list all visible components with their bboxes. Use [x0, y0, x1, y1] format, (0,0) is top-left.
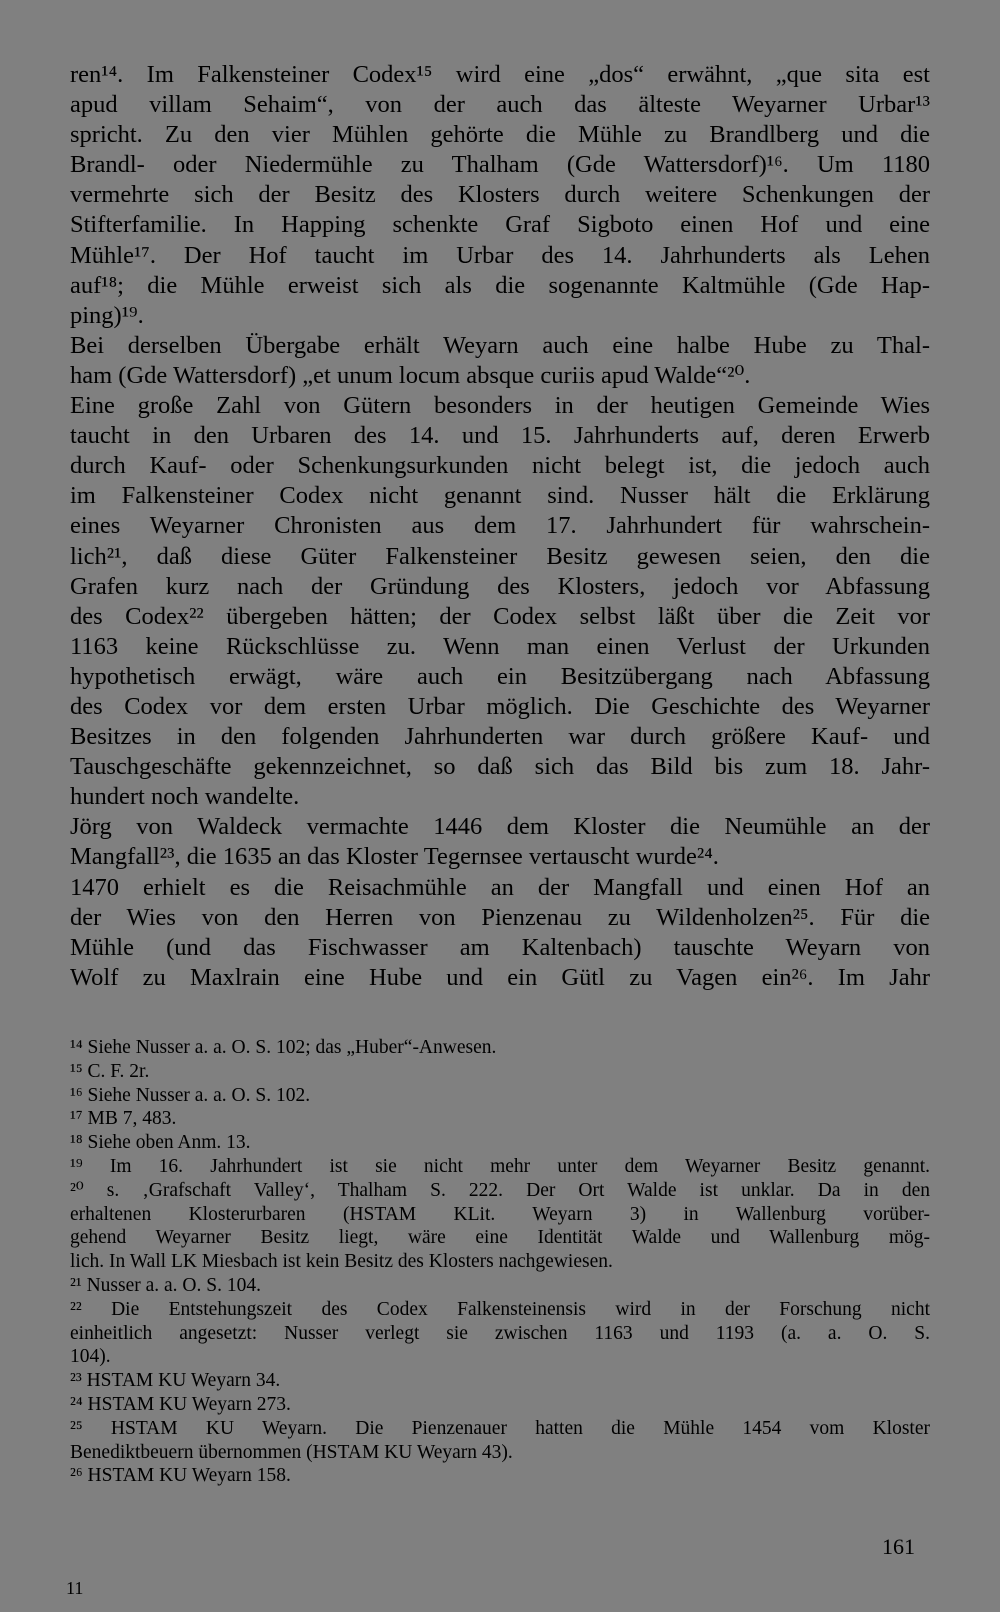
text-line: im Falkensteiner Codex nicht genannt sind. Nusser hält die Erklärung	[70, 482, 930, 510]
text-line: der Wies von den Herren von Pienzenau zu Wildenholzen²⁵. Für die	[70, 903, 930, 931]
main-text	[70, 60, 930, 993]
footnote-line: ²⁴ HSTAM KU Weyarn 273.	[70, 1393, 291, 1415]
text-line: Wolf zu Maxlrain eine Hube und ein Gütl zu Vagen ein²⁶. Im Jahr	[70, 963, 930, 991]
footnote-line: ²⁰ s. ‚Grafschaft Valley‘, Thalham S. 222. Der Ort Walde ist unklar. Da in den	[70, 1179, 930, 1201]
text-line: hypothetisch erwägt, wäre auch ein Besitzübergang nach Abfassung	[70, 662, 930, 690]
text-line: ham (Gde Wattersdorf) „et unum locum absque curiis apud Walde“²⁰.	[70, 361, 751, 389]
text-line: ren¹⁴. Im Falkensteiner Codex¹⁵ wird eine „dos“ erwähnt, „que sita est	[70, 61, 930, 88]
footnote-line: ²³ HSTAM KU Weyarn 34.	[70, 1370, 281, 1392]
text-line: lich²¹, daß diese Güter Falkensteiner Besitz gewesen seien, den die	[70, 542, 930, 570]
text-line: ping)¹⁹.	[70, 301, 144, 329]
footnote-line: ¹⁵ C. F. 2r.	[70, 1060, 150, 1082]
text-line: Grafen kurz nach der Gründung des Klosters, jedoch vor Abfassung	[70, 572, 930, 600]
page-number: 161	[882, 1534, 915, 1559]
footnote-line: ²¹ Nusser a. a. O. S. 104.	[70, 1274, 261, 1296]
text-line: des Codex²² übergeben hätten; der Codex selbst läßt über die Zeit vor	[70, 602, 930, 630]
footnote-line: lich. In Wall LK Miesbach ist kein Besitz des Klosters nachgewiesen.	[70, 1251, 613, 1273]
text-line: Jörg von Waldeck vermachte 1446 dem Kloster die Neumühle an der	[70, 813, 930, 841]
footnote-line: Benediktbeuern übernommen (HSTAM KU Weyarn 43).	[70, 1441, 513, 1463]
footnote-line: ¹⁴ Siehe Nusser a. a. O. S. 102; das „Huber“-Anwesen.	[70, 1037, 497, 1058]
text-line: Bei derselben Übergabe erhält Weyarn auch eine halbe Hube zu Thal-	[70, 331, 930, 359]
text-line: Mangfall²³, die 1635 an das Kloster Tegernsee vertauscht wurde²⁴.	[70, 843, 719, 871]
signature-mark: 11	[66, 1578, 84, 1598]
text-line: auf¹⁸; die Mühle erweist sich als die sogenannte Kaltmühle (Gde Hap-	[70, 271, 930, 299]
text-line: Eine große Zahl von Gütern besonders in der heutigen Gemeinde Wies	[70, 392, 930, 420]
text-line: 1470 erhielt es die Reisachmühle an der Mangfall und einen Hof an	[70, 873, 930, 901]
text-line: apud villam Sehaim“, von der auch das älteste Weyarner Urbar¹³	[70, 91, 930, 119]
text-line: durch Kauf- oder Schenkungsurkunden nicht belegt ist, die jedoch auch	[70, 452, 930, 480]
text-line: Besitzes in den folgenden Jahrhunderten war durch größere Kauf- und	[70, 723, 930, 751]
footnote-line: ¹⁶ Siehe Nusser a. a. O. S. 102.	[70, 1084, 311, 1106]
footnote-line: ¹⁹ Im 16. Jahrhundert ist sie nicht mehr unter dem Weyarner Besitz genannt.	[70, 1155, 930, 1177]
text-line: Stifterfamilie. In Happing schenkte Graf Sigboto einen Hof und eine	[70, 211, 930, 239]
footnote-line: einheitlich angesetzt: Nusser verlegt sie zwischen 1163 und 1193 (a. a. O. S.	[70, 1322, 930, 1344]
footnote-line: 104).	[70, 1346, 111, 1368]
footnotes	[70, 1036, 930, 1488]
footnote-line: ²⁵ HSTAM KU Weyarn. Die Pienzenauer hatten die Mühle 1454 vom Kloster	[70, 1417, 930, 1439]
text-line: spricht. Zu den vier Mühlen gehörte die Mühle zu Brandlberg und die	[70, 121, 930, 149]
footnote-line: ¹⁷ MB 7, 483.	[70, 1108, 177, 1130]
text-line: Brandl- oder Niedermühle zu Thalham (Gde Wattersdorf)¹⁶. Um 1180	[70, 151, 930, 179]
text-line: eines Weyarner Chronisten aus dem 17. Jahrhundert für wahrschein-	[70, 512, 930, 540]
text-line: Tauschgeschäfte gekennzeichnet, so daß sich das Bild bis zum 18. Jahr-	[70, 753, 930, 781]
footnote-line: ²² Die Entstehungszeit des Codex Falkensteinensis wird in der Forschung nicht	[70, 1298, 930, 1320]
text-line: des Codex vor dem ersten Urbar möglich. Die Geschichte des Weyarner	[70, 692, 930, 720]
text-line: hundert noch wandelte.	[70, 783, 300, 811]
footnote-line: ¹⁸ Siehe oben Anm. 13.	[70, 1132, 251, 1154]
footnote-line: gehend Weyarner Besitz liegt, wäre eine Identität Walde und Wallenburg mög-	[70, 1227, 930, 1249]
text-line: taucht in den Urbaren des 14. und 15. Jahrhunderts auf, deren Erwerb	[70, 422, 930, 450]
text-line: 1163 keine Rückschlüsse zu. Wenn man einen Verlust der Urkunden	[70, 632, 930, 660]
footnote-line: ²⁶ HSTAM KU Weyarn 158.	[70, 1465, 291, 1487]
footnote-line: erhaltenen Klosterurbaren (HSTAM KLit. Weyarn 3) in Wallenburg vorüber-	[70, 1203, 930, 1225]
text-line: vermehrte sich der Besitz des Klosters durch weitere Schenkungen der	[70, 181, 930, 209]
text-line: Mühle (und das Fischwasser am Kaltenbach) tauschte Weyarn von	[70, 933, 930, 961]
text-line: Mühle¹⁷. Der Hof taucht im Urbar des 14. Jahrhunderts als Lehen	[70, 241, 930, 269]
